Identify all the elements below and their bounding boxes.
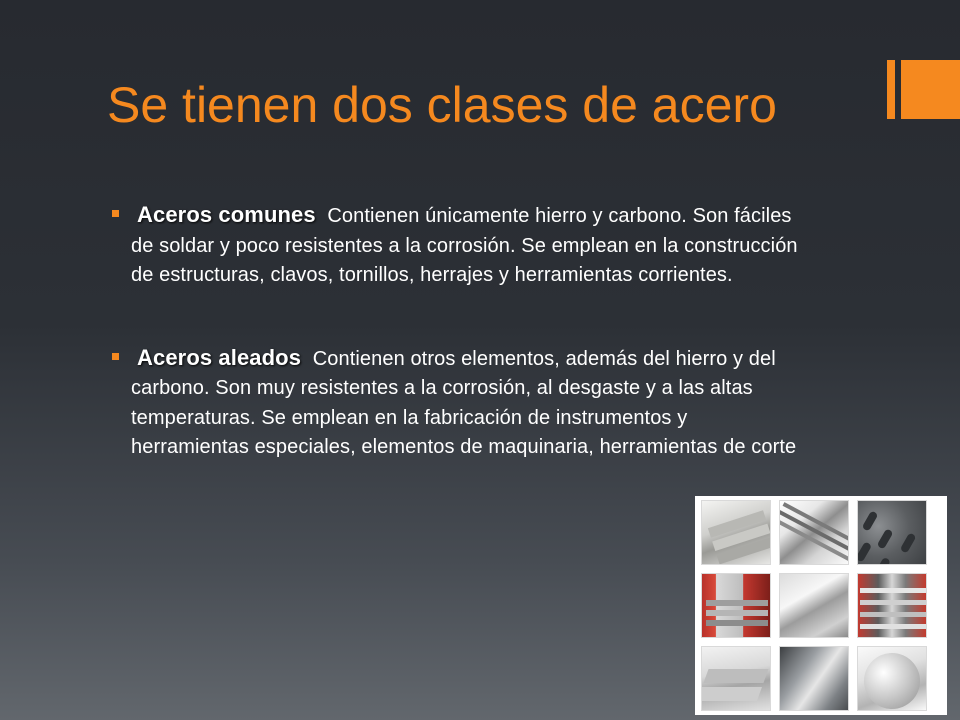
slide-title: Se tienen dos clases de acero: [107, 77, 777, 133]
bullet-description: Contienen otros elementos, además del hierro y del carbono. Son muy resistentes a la corrosión, al desgaste y a las altas temperaturas. Se emplean en la fabricación de instrumentos y herramientas especiales, elementos de maquinaria, herramientas de corte: [131, 347, 797, 458]
steel-sheets-photo: [779, 573, 849, 638]
bullet-term: Aceros aleados: [137, 344, 302, 370]
bar-stock-rack-photo: [701, 573, 771, 638]
angle-profiles-photo: [701, 646, 771, 711]
bullet-text: [131, 202, 798, 286]
bullet-item-aceros-aleados: [110, 343, 810, 463]
angle-bars-photo: [701, 500, 771, 565]
steel-rods-photo: [779, 500, 849, 565]
steel-products-photo-collage: [695, 496, 947, 715]
bullet-description: Contienen únicamente hierro y carbono. Son fáciles de soldar y poco resistentes a la corrosión. Se emplean en la construcción de estructuras, clavos, tornillos, herrajes y herramientas corrientes.: [131, 205, 798, 286]
bullet-item-aceros-comunes: [110, 200, 810, 291]
bullet-list: [110, 200, 810, 463]
polished-sheet-photo: [779, 646, 849, 711]
bullet-term: Aceros comunes: [137, 202, 316, 227]
tube-rack-photo: [857, 573, 927, 638]
bullet-text: [131, 344, 797, 459]
square-bullet-icon: [112, 210, 119, 217]
accent-bar-icon: [887, 60, 895, 119]
textured-plate-photo: [857, 500, 927, 565]
steel-disc-photo: [857, 646, 927, 711]
accent-block-icon: [901, 60, 960, 119]
square-bullet-icon: [112, 353, 119, 360]
